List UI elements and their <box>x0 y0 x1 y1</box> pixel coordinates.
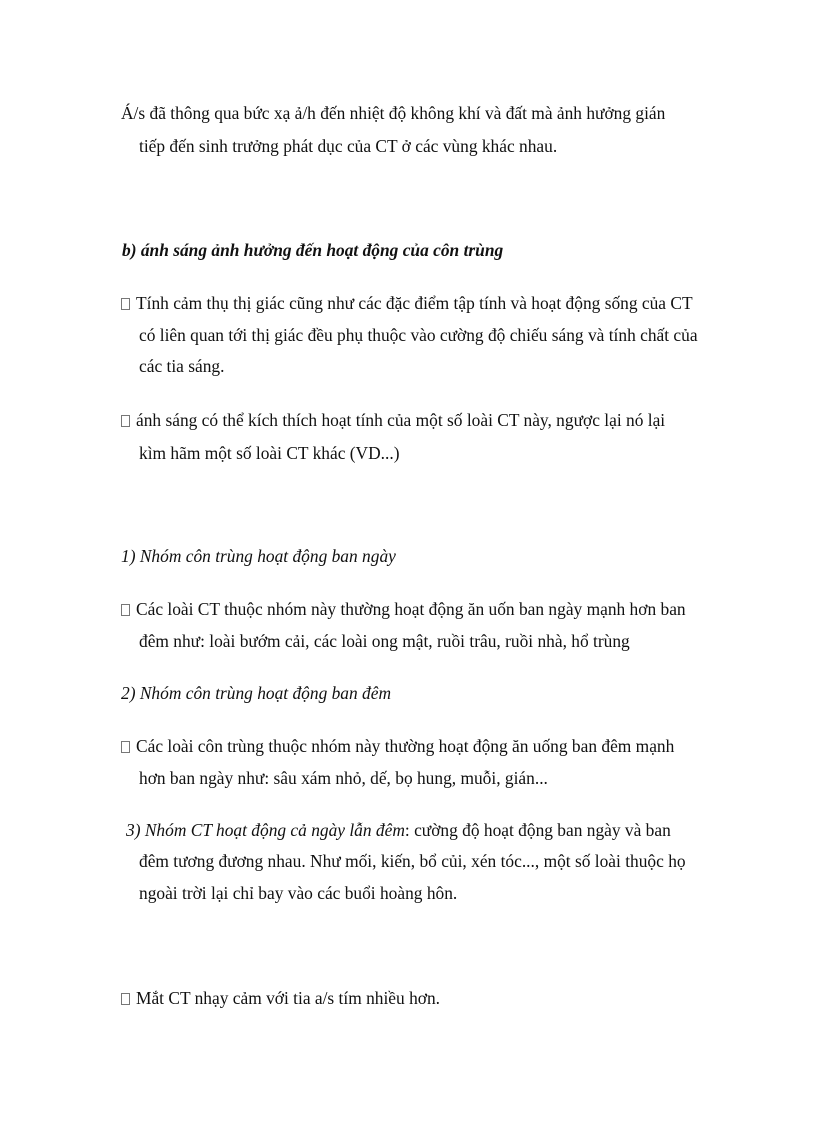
bullet-box-icon <box>121 298 130 310</box>
group-1-heading: 1) Nhóm côn trùng hoạt động ban ngày <box>121 546 396 566</box>
group-1-line-1: Các loài CT thuộc nhóm này thường hoạt động ăn uốn ban ngày mạnh hơn ban <box>121 599 686 619</box>
bullet-1-line-2: có liên quan tới thị giác đều phụ thuộc vào cường độ chiếu sáng và tính chất của <box>139 325 698 345</box>
bullet-box-icon <box>121 604 130 616</box>
group-1-line-2: đêm như: loài bướm cải, các loài ong mật, ruồi trâu, ruồi nhà, hổ trùng <box>139 631 630 651</box>
group-3-line-1: 3) Nhóm CT hoạt động cả ngày lẫn đêm: cường độ hoạt động ban ngày và ban <box>126 820 671 840</box>
group-3-line-3: ngoài trời lại chỉ bay vào các buổi hoàng hôn. <box>139 883 458 903</box>
bullet-2-line-2: kìm hãm một số loài CT khác (VD...) <box>139 443 400 463</box>
intro-line-2: tiếp đến sinh trưởng phát dục của CT ở các vùng khác nhau. <box>139 136 558 156</box>
bullet-1-line-1: Tính cảm thụ thị giác cũng như các đặc điểm tập tính và hoạt động sống của CT <box>121 293 693 313</box>
section-b-heading: b) ánh sáng ảnh hưởng đến hoạt động của côn trùng <box>122 240 504 260</box>
bullet-box-icon <box>121 993 130 1005</box>
bullet-box-icon <box>121 741 130 753</box>
group-3-heading: 3) Nhóm CT hoạt động cả ngày lẫn đêm <box>126 820 405 840</box>
group-2-line-1: Các loài côn trùng thuộc nhóm này thường hoạt động ăn uống ban đêm mạnh <box>121 736 674 756</box>
final-note: Mắt CT nhạy cảm với tia a/s tím nhiều hơn. <box>121 988 440 1008</box>
intro-line-1: Á/s đã thông qua bức xạ ả/h đến nhiệt độ không khí và đất mà ảnh hưởng gián <box>121 103 666 123</box>
bullet-2-line-1: ánh sáng có thể kích thích hoạt tính của một số loài CT này, ngược lại nó lại <box>121 410 665 430</box>
bullet-1-line-3: các tia sáng. <box>139 356 225 376</box>
group-2-heading: 2) Nhóm côn trùng hoạt động ban đêm <box>121 683 392 703</box>
group-2-line-2: hơn ban ngày như: sâu xám nhỏ, dế, bọ hung, muỗi, gián... <box>139 768 548 788</box>
bullet-box-icon <box>121 415 130 427</box>
group-3-line-2: đêm tương đương nhau. Như mối, kiến, bổ củi, xén tóc..., một số loài thuộc họ <box>139 851 686 871</box>
